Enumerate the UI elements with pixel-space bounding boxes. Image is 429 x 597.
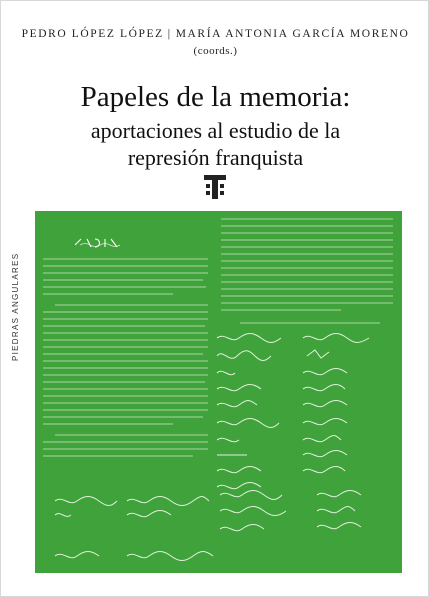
book-title: Papeles de la memoria: xyxy=(80,81,351,113)
book-subtitle-line-2: represión franquista xyxy=(127,145,304,170)
series-label xyxy=(11,211,25,371)
authors-line xyxy=(1,28,429,40)
book-subtitle-line-1: aportaciones al estudio de la xyxy=(90,118,341,143)
author-1: PEDRO LÓPEZ LÓPEZ xyxy=(21,28,164,40)
document-image xyxy=(35,211,402,573)
document-handwriting-texture xyxy=(35,211,402,573)
publisher-logo-icon xyxy=(202,174,228,200)
author-2: MARÍA ANTONIA GARCÍA MORENO xyxy=(175,28,410,40)
series-name: PIEDRAS ANGULARES xyxy=(11,252,20,361)
author-separator: | xyxy=(167,28,172,40)
coords-label: (coords.) xyxy=(193,45,238,57)
